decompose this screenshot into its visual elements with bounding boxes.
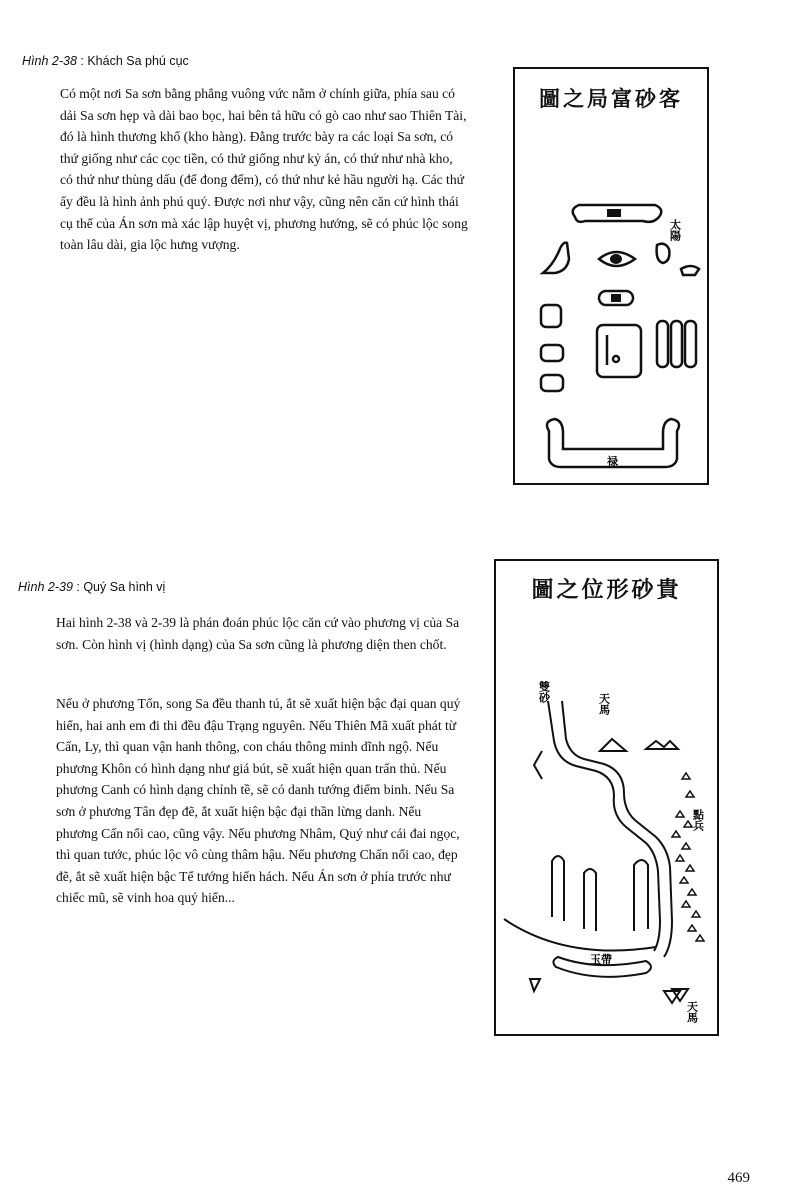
soldier-triangles <box>672 773 704 941</box>
small-box-mark <box>611 294 621 302</box>
label-soldiers: 點兵 <box>691 809 705 831</box>
left-chevron <box>534 751 542 779</box>
caption-title: Quý Sa hình vị <box>83 580 166 594</box>
figure-caption-2-38 <box>22 54 189 68</box>
pillar-3 <box>634 860 648 931</box>
diagram-quy-sa-hinh-vi <box>494 559 719 1036</box>
right-cylinder-3 <box>685 321 696 367</box>
caption-number: Hình 2-38 <box>22 54 77 68</box>
caption-number: Hình 2-39 <box>18 580 73 594</box>
paragraph-2-38: Có một nơi Sa sơn bằng phẳng vuông vức nằm ở chính giữa, phía sau có dải Sa sơn hẹp và dài bao bọc, hai bên tả hữu có gò cao như sao Thiên Tài, đó là hình thương khố (kho hàng). Đằng trước bày ra các loại Sa sơn, có thứ giống như các cọc tiền, có thứ giống như kỷ án, có thứ như nhà kho, có thứ như thùng dấu (để đong đếm), có thứ như kẻ hầu người hạ. Các thứ ấy đều là hình ảnh phú quý. Được nơi như vậy, cũng nên căn cứ hình thái cụ thể của Án sơn mà xác lập huyệt vị, phương hướng, sẽ có phúc lộc song toàn lâu dài, gia lộc hưng vượng. <box>60 86 468 253</box>
diagram-drawing <box>496 561 716 1033</box>
eye-pupil <box>610 254 622 264</box>
mountain-1 <box>600 739 626 751</box>
long-sand-mark <box>607 209 621 217</box>
central-square <box>597 325 641 377</box>
pillar-2 <box>584 869 596 931</box>
right-cylinder-1 <box>657 321 668 367</box>
caption-separator: : <box>72 580 84 594</box>
diagram-title: 圖之位形砂貴 <box>531 577 682 603</box>
label-tianma-top: 天馬 <box>597 693 611 715</box>
river-right-bank <box>562 701 672 957</box>
label-jade-belt: 玉帶 <box>590 953 612 966</box>
page-number: 469 <box>727 1170 750 1186</box>
diagram-drawing <box>515 69 706 482</box>
diagram-title: 圖之局富砂客 <box>539 86 683 111</box>
left-box-1 <box>541 305 561 327</box>
left-box-2 <box>541 345 563 361</box>
right-cylinder-2 <box>671 321 682 367</box>
right-small-mound <box>681 266 699 275</box>
pillar-1 <box>552 856 564 921</box>
left-box-3 <box>541 375 563 391</box>
caption-separator: : <box>76 54 88 68</box>
paragraph-2-39-body: Nếu ở phương Tốn, song Sa đều thanh tú, ắt sẽ xuất hiện bậc đại quan quý hiển, hai anh em đi thi đều đậu Trạng nguyên. Nếu Thiên Mã xuất phát từ Cấn, Ly, thì quan vận hanh thông, con cháu thông minh dĩnh ngộ. Nếu phương Khôn có hình dạng như giá bút, sẽ xuất hiện quan trấn thủ. Nếu phương Canh có hình dạng chỉnh tề, sẽ có danh tướng điểm binh. Nếu Sa sơn ở phương Tân đẹp đẽ, ắt xuất hiện bậc đại thần lừng danh. Nếu phương Cấn nổi cao, cũng vậy. Nếu phương Nhâm, Quý như cái đai ngọc, thì quan tước, phúc lộc vô cùng thâm hậu. Nếu phương Chấn nổi cao, đẹp đẽ, ắt sẽ xuất hiện bậc Tể tướng hiển hách. Nếu Án sơn ở phía trước như chiếc mũ, sẽ vinh hoa quý hiển... <box>56 696 461 906</box>
paragraph-2-39-intro: Hai hình 2-38 và 2-39 là phán đoán phúc lộc căn cứ vào phương vị của Sa sơn. Còn hình vị (hình dạng) của Sa sơn cũng là phương diện then chốt. <box>56 615 460 652</box>
label-right: 太陽 <box>668 219 682 241</box>
right-mound-shape <box>657 244 670 263</box>
label-double-sand: 雙砂 <box>537 681 551 703</box>
figure-caption-2-39 <box>18 580 165 594</box>
mountain-2 <box>646 741 678 749</box>
central-dot <box>613 356 619 362</box>
bottom-left-triangle <box>530 979 540 991</box>
label-tianma-bottom: 天馬 <box>685 1001 699 1023</box>
caption-title: Khách Sa phú cục <box>87 54 189 68</box>
left-mound-shape <box>543 243 569 273</box>
label-bottom: 禄 <box>607 455 618 468</box>
diagram-khach-sa-phu-cuc <box>513 67 709 485</box>
